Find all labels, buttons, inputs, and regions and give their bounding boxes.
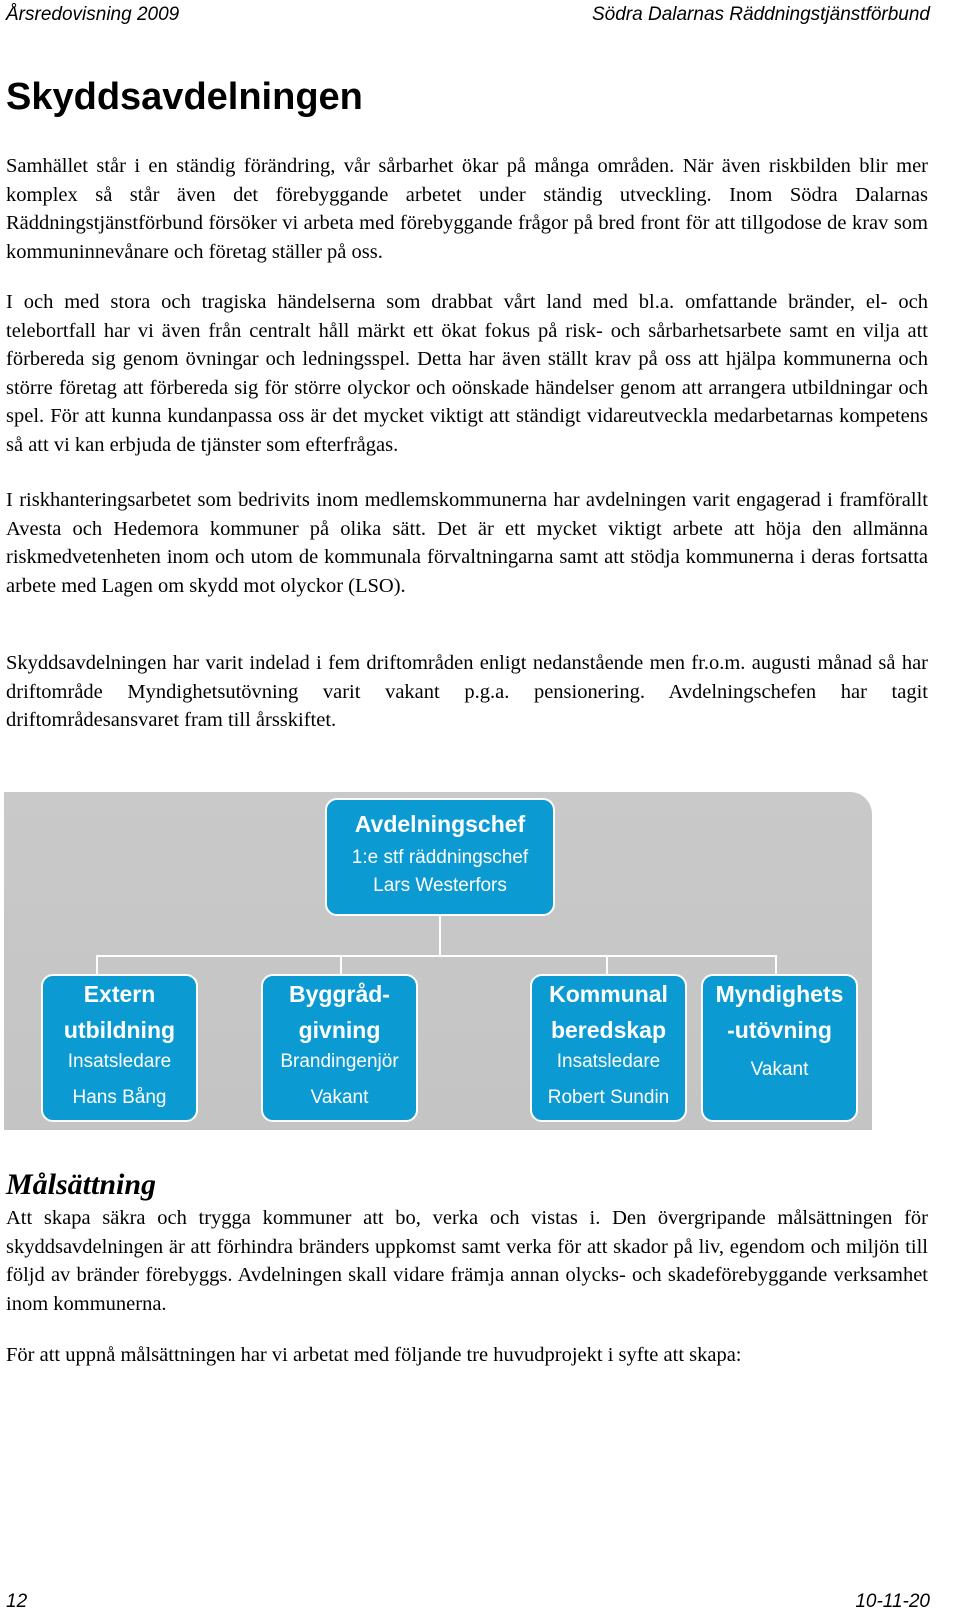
section-heading-malsattning: Målsättning bbox=[6, 1168, 157, 1201]
org-unit-title-1: Byggråd- bbox=[289, 981, 390, 1007]
events-paragraph: I och med stora och tragiska händelserna som drabbat vårt land med bl.a. omfattande bränder, el- och telebortfall har vi även från centralt håll märkt ett ökat fokus på risk- och sårbarhetsarbete samt en vilja att förbereda sig genom övningar och ledningsspel. Detta har även ställt krav på oss att hjälpa kommunerna och större företag att förbereda sig för större olyckor och oönskade händelser genom att arrangera utbildningar och spel. För att kunna kundanpassa oss är det mycket viktigt att ständigt vidareutveckla medarbetarnas kompetens så att vi kan erbjuda de tjänster som efterfrågas. bbox=[6, 291, 928, 456]
org-box-department-head bbox=[325, 798, 555, 916]
org-unit-title-1: Myndighets bbox=[715, 981, 844, 1007]
org-head-title: Avdelningschef bbox=[354, 811, 526, 837]
org-head-line2: Lars Westerfors bbox=[373, 875, 507, 896]
header-organization: Södra Dalarnas Räddningstjänstförbund bbox=[592, 4, 930, 25]
org-unit-title-2: -utövning bbox=[727, 1017, 832, 1043]
org-unit-title-1: Extern bbox=[83, 981, 156, 1007]
org-head-line1: 1:e stf räddningschef bbox=[351, 847, 529, 868]
org-unit-role: Insatsledare bbox=[67, 1051, 172, 1072]
org-box-kommunal-beredskap bbox=[530, 974, 687, 1122]
org-chart bbox=[4, 792, 872, 1130]
org-unit-title-2: utbildning bbox=[63, 1017, 176, 1043]
org-unit-title-2: givning bbox=[298, 1017, 381, 1043]
org-unit-person: Robert Sundin bbox=[547, 1087, 670, 1108]
risk-management-paragraph: I riskhanteringsarbetet som bedrivits inom medlemskommunerna har avdelningen varit engagerad i framförallt Avesta och Hedemora kommuner på olika sätt. Det är ett mycket viktigt arbete att höja den allmänna riskmedvetenheten inom och utom de kommunala förvaltningarna samt att stödja kommunerna i deras fortsatta arbete med Lagen om skydd mot olyckor (LSO). bbox=[6, 489, 928, 597]
org-unit-title-1: Kommunal bbox=[549, 981, 668, 1007]
projects-intro-paragraph: För att uppnå målsättningen har vi arbetat med följande tre huvudprojekt i syfte att skapa: bbox=[6, 1344, 742, 1366]
footer-page-number: 12 bbox=[6, 1591, 28, 1612]
connector-unit-4 bbox=[775, 955, 777, 975]
org-box-myndighetsutovning bbox=[701, 974, 858, 1122]
connector-horizontal bbox=[96, 955, 777, 957]
page-title: Skyddsavdelningen bbox=[6, 76, 363, 118]
org-unit-person: Hans Bång bbox=[72, 1087, 167, 1108]
goal-paragraph: Att skapa säkra och trygga kommuner att bo, verka och vistas i. Den övergripande målsättningen för skyddsavdelningen är att förhindra bränders uppkomst samt verka för att skador på liv, egendom och miljön till följd av bränder förebyggs. Avdelningen skall vidare främja annan olycks- och skadeförebyggande verksamhet inom kommunerna. bbox=[6, 1207, 928, 1315]
org-unit-title-2: beredskap bbox=[550, 1017, 667, 1043]
org-box-extern-utbildning bbox=[41, 974, 198, 1122]
connector-unit-2 bbox=[340, 955, 342, 975]
intro-paragraph: Samhället står i en ständig förändring, vår sårbarhet ökar på många områden. När även riskbilden blir mer komplex så står även det förebyggande arbetet under ständig utveckling. Inom Södra Dalarnas Räddningstjänstförbund försöker vi arbeta med förebyggande frågor på bred front för att tillgodose de krav som kommuninnevånare och företag ställer på oss. bbox=[6, 155, 928, 263]
header-report-title: Årsredovisning 2009 bbox=[6, 4, 180, 25]
footer-date: 10-11-20 bbox=[855, 1591, 930, 1612]
connector-unit-3 bbox=[606, 955, 608, 975]
org-unit-role: Insatsledare bbox=[556, 1051, 661, 1072]
org-unit-person: Vakant bbox=[310, 1087, 369, 1108]
connector-vertical-head bbox=[439, 914, 441, 956]
org-box-byggradgivning bbox=[261, 974, 418, 1122]
connector-unit-1 bbox=[96, 955, 98, 975]
org-unit-role: Brandingenjör bbox=[280, 1051, 399, 1072]
organization-paragraph: Skyddsavdelningen har varit indelad i fem driftområden enligt nedanstående men fr.o.m. augusti månad så har driftområde Myndighetsutövning varit vakant p.g.a. pensionering. Avdelningschefen har tagit driftområdesansvaret fram till årsskiftet. bbox=[6, 652, 928, 731]
org-unit-person: Vakant bbox=[750, 1059, 809, 1080]
